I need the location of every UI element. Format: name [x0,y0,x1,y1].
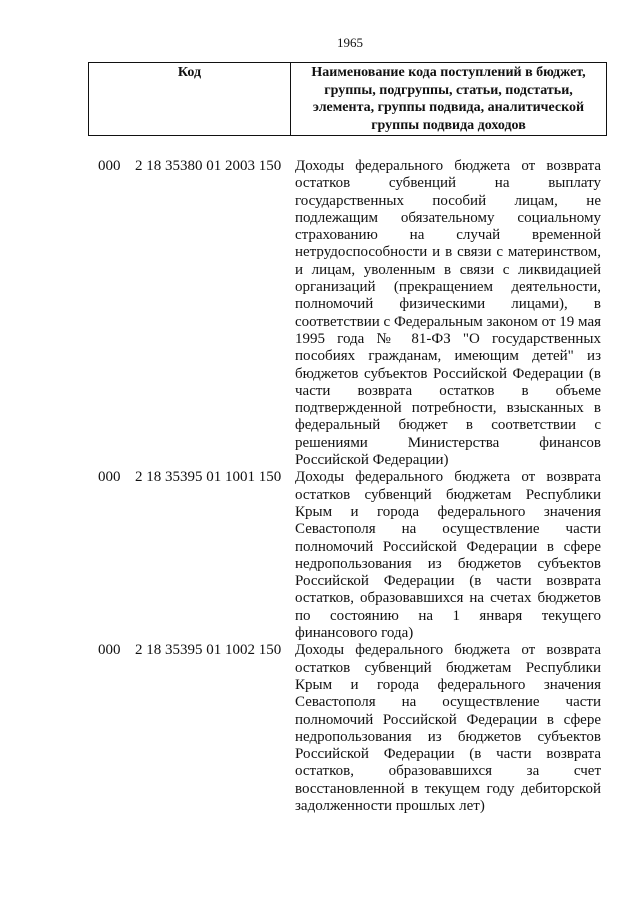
row-revenue-code: 2 18 35395 01 1001 150 [135,469,282,486]
row-admin-code: 000 [98,642,121,659]
page-number: 1965 [337,35,363,50]
table-row [0,642,640,815]
table-row [0,158,640,469]
table-body [0,158,640,815]
row-description: Доходы федерального бюджета от возврата остатков субвенций бюджетам Республики Крым и города федерального значения Севастополя на осуществление части полномочий Российской Федерации в сфере недропользования из бюджетов субъектов Российской Федерации (в части возврата остатков, образовавшихся за счет восстановленной в текущем году дебиторской задолженности прошлых лет) [295,642,601,814]
row-revenue-code: 2 18 35395 01 1002 150 [135,642,282,659]
row-description: Доходы федерального бюджета от возврата остатков субвенций бюджетам Республики Крым и города федерального значения Севастополя на осуществление части полномочий Российской Федерации в сфере недропользования из бюджетов субъектов Российской Федерации (в части возврата остатков, образовавшихся на счетах бюджетов по состоянию на 1 января текущего финансового года) [295,469,601,642]
table-header [88,62,607,136]
row-admin-code: 000 [98,469,121,486]
header-code-column: Код [89,63,291,135]
row-admin-code: 000 [98,158,121,174]
row-description: Доходы федерального бюджета от возврата остатков субвенций на выплату государственных пособий лицам, не подлежащим обязательному социальному страхованию на случай временной нетрудоспособности и в связи с материнством, и лицам, уволенным в связи с ликвидацией организаций (прекращением деятельности, полномочий физическими лицами), в соответствии с Федеральным законом от 19 мая 1995 года № 81-ФЗ "О государственных пособиях гражданам, имеющим детей" из бюджетов субъектов Российской Федерации (в части возврата остатков в объеме подтвержденной потребности, взысканных в федеральный бюджет в соответствии с решениями Министерства финансов Российской Федерации) [295,158,601,469]
table-row [0,469,640,642]
header-name-column: Наименование кода поступлений в бюджет, группы, подгруппы, статьи, подстатьи, элемента, группы подвида, аналитической группы подвида доходов [311,65,586,133]
row-revenue-code: 2 18 35380 01 2003 150 [135,158,282,174]
